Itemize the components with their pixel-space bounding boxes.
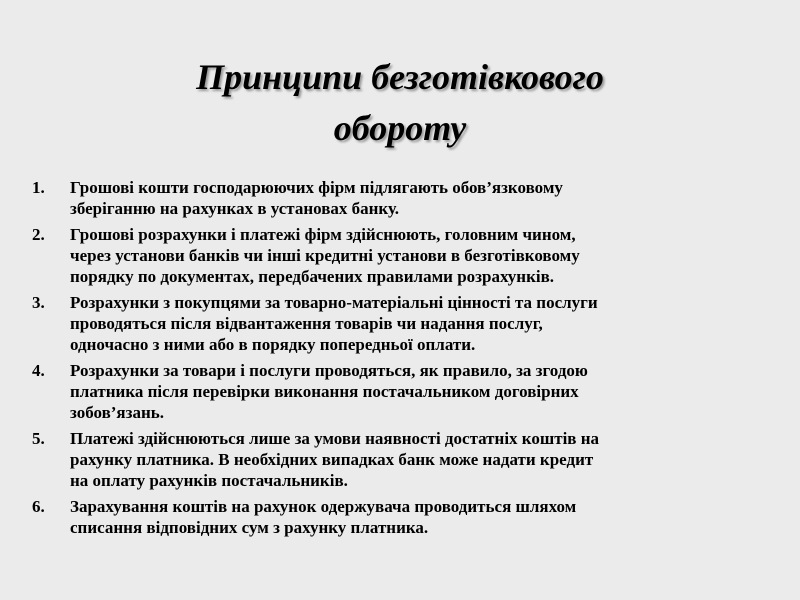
list-item-number: 6. bbox=[32, 497, 45, 516]
list-item-number: 5. bbox=[32, 429, 45, 448]
list-item-text: Зарахування коштів на рахунок одержувача проводиться шляхом списання відповідних сум з рахунку платника. bbox=[70, 497, 577, 537]
principles-list bbox=[32, 177, 772, 543]
list-item bbox=[32, 360, 772, 423]
slide-title-line-1: Принципи безготівкового bbox=[196, 57, 604, 97]
list-item-text: Розрахунки з покупцями за товарно-матеріальні цінності та послуги проводяться після відвантаження товарів чи надання послуг, одночасно з ними або в порядку попередньої оплати. bbox=[70, 293, 598, 354]
slide-title-line-2: обороту bbox=[333, 108, 467, 148]
list-item-text: Грошові кошти господарюючих фірм підлягають обов’язковому зберіганню на рахунках в установах банку. bbox=[70, 178, 563, 218]
list-item bbox=[32, 496, 772, 538]
list-item-text: Розрахунки за товари і послуги проводяться, як правило, за згодою платника після перевірки виконання постачальником договірних зобов’язань. bbox=[70, 361, 588, 422]
list-item-number: 1. bbox=[32, 178, 45, 197]
list-item bbox=[32, 428, 772, 491]
list-item bbox=[32, 177, 772, 219]
list-item bbox=[32, 224, 772, 287]
list-item-text: Платежі здійснюються лише за умови наявності достатніх коштів на рахунку платника. В необхідних випадках банк може надати кредит на оплату рахунків постачальників. bbox=[70, 429, 600, 490]
list-item-number: 4. bbox=[32, 361, 45, 380]
slide-title bbox=[0, 52, 800, 154]
list-item-number: 3. bbox=[32, 293, 45, 312]
list-item-number: 2. bbox=[32, 225, 45, 244]
list-item bbox=[32, 292, 772, 355]
list-item-text: Грошові розрахунки і платежі фірм здійснюють, головним чином, через установи банків чи інші кредитні установи в безготівковому порядку по документах, передбачених правилами розрахунків. bbox=[70, 225, 580, 286]
